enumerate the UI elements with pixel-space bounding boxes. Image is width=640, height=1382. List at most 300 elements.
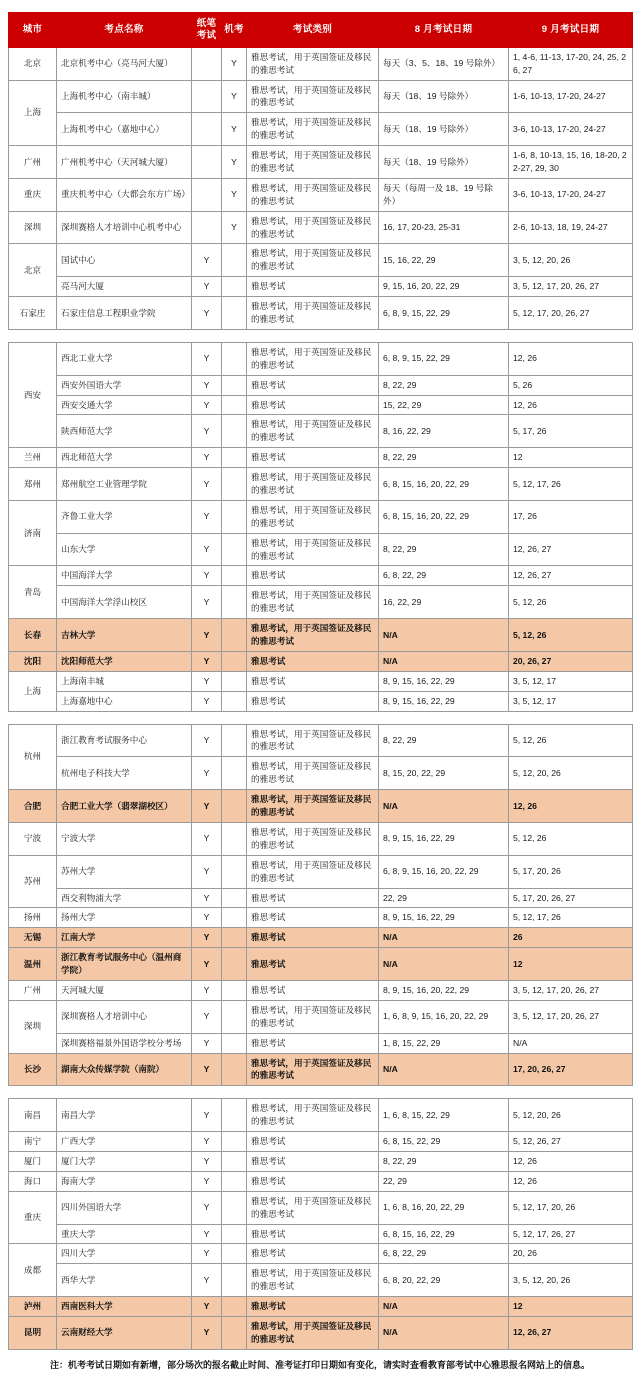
cell-september-dates: 2-6, 10-13, 18, 19, 24-27	[509, 211, 633, 244]
cell-city: 上海	[9, 671, 57, 711]
cell-city: 兰州	[9, 448, 57, 468]
cell-september-dates: 12, 26, 27	[509, 1316, 633, 1349]
cell-computer-exam	[222, 448, 247, 468]
cell-computer-exam	[222, 855, 247, 888]
cell-paper-exam: Y	[192, 566, 222, 586]
cell-computer-exam	[222, 671, 247, 691]
cell-august-dates: 8, 22, 29	[379, 1151, 509, 1171]
cell-august-dates: 1, 6, 8, 9, 15, 16, 20, 22, 29	[379, 1000, 509, 1033]
cell-paper-exam: Y	[192, 619, 222, 652]
cell-paper-exam: Y	[192, 1053, 222, 1086]
cell-city: 泸州	[9, 1297, 57, 1317]
cell-center-name: 中国海洋大学浮山校区	[57, 586, 192, 619]
cell-center-name: 西交利物浦大学	[57, 888, 192, 908]
cell-computer-exam	[222, 757, 247, 790]
cell-september-dates: 5, 12, 26	[509, 822, 633, 855]
cell-computer-exam: Y	[222, 178, 247, 211]
table-row	[9, 1000, 633, 1033]
cell-august-dates: 6, 8, 22, 29	[379, 566, 509, 586]
cell-september-dates: 1-6, 10-13, 17-20, 24-27	[509, 80, 633, 113]
cell-exam-type: 雅思考试	[247, 395, 379, 415]
cell-computer-exam	[222, 980, 247, 1000]
cell-computer-exam	[222, 948, 247, 981]
cell-paper-exam	[192, 211, 222, 244]
cell-september-dates: 3, 5, 12, 17, 20, 26, 27	[509, 980, 633, 1000]
table-row	[9, 113, 633, 146]
cell-center-name: 上海机考中心（南丰城）	[57, 80, 192, 113]
cell-computer-exam	[222, 500, 247, 533]
cell-computer-exam	[222, 1316, 247, 1349]
cell-computer-exam	[222, 1151, 247, 1171]
table-row	[9, 980, 633, 1000]
cell-center-name: 上海南丰城	[57, 671, 192, 691]
table-row	[9, 533, 633, 566]
cell-computer-exam	[222, 822, 247, 855]
cell-city: 长春	[9, 619, 57, 652]
cell-paper-exam: Y	[192, 822, 222, 855]
cell-exam-type: 雅思考试	[247, 1033, 379, 1053]
cell-august-dates: 8, 9, 15, 16, 22, 29	[379, 691, 509, 711]
cell-august-dates: 22, 29	[379, 888, 509, 908]
cell-paper-exam: Y	[192, 757, 222, 790]
cell-city: 沈阳	[9, 651, 57, 671]
cell-paper-exam: Y	[192, 500, 222, 533]
cell-exam-type: 雅思考试	[247, 1132, 379, 1152]
cell-paper-exam: Y	[192, 468, 222, 501]
cell-computer-exam	[222, 586, 247, 619]
cell-august-dates: 15, 22, 29	[379, 395, 509, 415]
cell-paper-exam: Y	[192, 1033, 222, 1053]
cell-computer-exam: Y	[222, 47, 247, 80]
exam-schedule-table	[8, 1098, 633, 1349]
cell-august-dates: 8, 9, 15, 16, 22, 29	[379, 671, 509, 691]
cell-september-dates: 3-6, 10-13, 17-20, 24-27	[509, 113, 633, 146]
cell-september-dates: 20, 26	[509, 1244, 633, 1264]
cell-computer-exam	[222, 244, 247, 277]
cell-exam-type: 雅思考试，用于英国签证及移民的雅思考试	[247, 468, 379, 501]
cell-center-name: 沈阳师范大学	[57, 651, 192, 671]
cell-august-dates: 15, 16, 22, 29	[379, 244, 509, 277]
cell-city: 无锡	[9, 928, 57, 948]
cell-august-dates: 8, 9, 15, 16, 22, 29	[379, 908, 509, 928]
table-row	[9, 928, 633, 948]
cell-august-dates: 8, 15, 20, 22, 29	[379, 757, 509, 790]
table-row	[9, 1244, 633, 1264]
cell-paper-exam: Y	[192, 244, 222, 277]
cell-august-dates: 6, 8, 9, 15, 22, 29	[379, 342, 509, 375]
cell-center-name: 国试中心	[57, 244, 192, 277]
cell-computer-exam	[222, 1099, 247, 1132]
table-row	[9, 244, 633, 277]
cell-computer-exam	[222, 375, 247, 395]
table-row	[9, 757, 633, 790]
cell-computer-exam	[222, 1132, 247, 1152]
cell-september-dates: 1-6, 8, 10-13, 15, 16, 18-20, 22-27, 29, 30	[509, 146, 633, 179]
cell-city: 温州	[9, 948, 57, 981]
cell-exam-type: 雅思考试，用于英国签证及移民的雅思考试	[247, 211, 379, 244]
cell-computer-exam: Y	[222, 211, 247, 244]
table-row	[9, 908, 633, 928]
cell-computer-exam	[222, 651, 247, 671]
cell-september-dates: 5, 12, 17, 20, 26, 27	[509, 297, 633, 330]
cell-exam-type: 雅思考试，用于英国签证及移民的雅思考试	[247, 1191, 379, 1224]
cell-august-dates: 1, 6, 8, 16, 20, 22, 29	[379, 1191, 509, 1224]
cell-exam-type: 雅思考试，用于英国签证及移民的雅思考试	[247, 822, 379, 855]
cell-exam-type: 雅思考试，用于英国签证及移民的雅思考试	[247, 1000, 379, 1033]
cell-september-dates: 5, 17, 26	[509, 415, 633, 448]
cell-paper-exam	[192, 80, 222, 113]
cell-september-dates: 3, 5, 12, 17, 20, 26, 27	[509, 1000, 633, 1033]
cell-september-dates: 12, 26	[509, 395, 633, 415]
cell-exam-type: 雅思考试，用于英国签证及移民的雅思考试	[247, 790, 379, 823]
cell-city: 北京	[9, 47, 57, 80]
table-row	[9, 1053, 633, 1086]
table-row	[9, 395, 633, 415]
cell-september-dates: 17, 26	[509, 500, 633, 533]
cell-center-name: 上海机考中心（嘉地中心）	[57, 113, 192, 146]
cell-august-dates: 6, 8, 15, 16, 20, 22, 29	[379, 468, 509, 501]
cell-september-dates: 12	[509, 448, 633, 468]
cell-september-dates: 1, 4-6, 11-13, 17-20, 24, 25, 26, 27	[509, 47, 633, 80]
table-row	[9, 1224, 633, 1244]
table-row	[9, 342, 633, 375]
cell-exam-type: 雅思考试	[247, 1151, 379, 1171]
cell-paper-exam: Y	[192, 1132, 222, 1152]
cell-paper-exam: Y	[192, 1316, 222, 1349]
cell-exam-type: 雅思考试，用于英国签证及移民的雅思考试	[247, 244, 379, 277]
cell-exam-type: 雅思考试	[247, 928, 379, 948]
cell-september-dates: 5, 12, 26, 27	[509, 1132, 633, 1152]
cell-august-dates: 8, 9, 15, 16, 20, 22, 29	[379, 980, 509, 1000]
cell-september-dates: 3, 5, 12, 20, 26	[509, 244, 633, 277]
cell-computer-exam	[222, 342, 247, 375]
cell-center-name: 西北工业大学	[57, 342, 192, 375]
cell-exam-type: 雅思考试，用于英国签证及移民的雅思考试	[247, 297, 379, 330]
table-row	[9, 1099, 633, 1132]
cell-center-name: 山东大学	[57, 533, 192, 566]
cell-september-dates: 26	[509, 928, 633, 948]
cell-center-name: 天河城大厦	[57, 980, 192, 1000]
table-row	[9, 1132, 633, 1152]
cell-september-dates: 20, 26, 27	[509, 651, 633, 671]
cell-paper-exam: Y	[192, 724, 222, 757]
cell-paper-exam: Y	[192, 533, 222, 566]
cell-exam-type: 雅思考试	[247, 375, 379, 395]
cell-computer-exam	[222, 395, 247, 415]
cell-september-dates: 12, 26, 27	[509, 533, 633, 566]
cell-august-dates: 16, 22, 29	[379, 586, 509, 619]
table-row	[9, 47, 633, 80]
cell-computer-exam	[222, 1053, 247, 1086]
cell-exam-type: 雅思考试	[247, 1171, 379, 1191]
cell-center-name: 西华大学	[57, 1264, 192, 1297]
cell-city: 长沙	[9, 1053, 57, 1086]
table-row	[9, 586, 633, 619]
cell-computer-exam	[222, 415, 247, 448]
table-row	[9, 1191, 633, 1224]
column-header-exam-type: 考试类别	[247, 13, 379, 48]
cell-august-dates: 每天（18、19 号除外）	[379, 113, 509, 146]
cell-center-name: 广州机考中心（天河城大厦）	[57, 146, 192, 179]
cell-center-name: 上海嘉地中心	[57, 691, 192, 711]
table-row	[9, 651, 633, 671]
cell-august-dates: 6, 8, 20, 22, 29	[379, 1264, 509, 1297]
table-row	[9, 888, 633, 908]
cell-paper-exam: Y	[192, 948, 222, 981]
cell-august-dates: N/A	[379, 619, 509, 652]
column-header-paper-exam: 纸笔 考试	[192, 13, 222, 48]
cell-paper-exam: Y	[192, 1099, 222, 1132]
cell-center-name: 宁波大学	[57, 822, 192, 855]
cell-september-dates: 5, 12, 17, 26	[509, 468, 633, 501]
cell-center-name: 西安外国语大学	[57, 375, 192, 395]
exam-schedule-table	[8, 342, 633, 712]
cell-august-dates: N/A	[379, 790, 509, 823]
cell-paper-exam: Y	[192, 395, 222, 415]
cell-center-name: 西安交通大学	[57, 395, 192, 415]
cell-center-name: 扬州大学	[57, 908, 192, 928]
cell-exam-type: 雅思考试	[247, 651, 379, 671]
cell-august-dates: N/A	[379, 1297, 509, 1317]
cell-center-name: 郑州航空工业管理学院	[57, 468, 192, 501]
cell-september-dates: 5, 12, 20, 26	[509, 1099, 633, 1132]
cell-center-name: 湖南大众传媒学院（南院）	[57, 1053, 192, 1086]
cell-exam-type: 雅思考试，用于英国签证及移民的雅思考试	[247, 619, 379, 652]
cell-august-dates: 6, 8, 15, 22, 29	[379, 1132, 509, 1152]
cell-august-dates: 每天（18、19 号除外）	[379, 80, 509, 113]
cell-city: 杭州	[9, 724, 57, 790]
column-header-september-dates: 9 月考试日期	[509, 13, 633, 48]
cell-september-dates: 3, 5, 12, 17	[509, 691, 633, 711]
cell-august-dates: 每天（18、19 号除外）	[379, 146, 509, 179]
table-row	[9, 375, 633, 395]
cell-city: 青岛	[9, 566, 57, 619]
cell-august-dates: 8, 22, 29	[379, 375, 509, 395]
cell-city: 上海	[9, 80, 57, 146]
cell-exam-type: 雅思考试	[247, 671, 379, 691]
cell-computer-exam	[222, 790, 247, 823]
cell-center-name: 杭州电子科技大学	[57, 757, 192, 790]
cell-paper-exam: Y	[192, 586, 222, 619]
table-row	[9, 211, 633, 244]
cell-paper-exam: Y	[192, 1191, 222, 1224]
cell-center-name: 石家庄信息工程职业学院	[57, 297, 192, 330]
cell-paper-exam: Y	[192, 691, 222, 711]
cell-computer-exam	[222, 1244, 247, 1264]
cell-city: 西安	[9, 342, 57, 447]
cell-september-dates: 12	[509, 1297, 633, 1317]
cell-september-dates: 5, 12, 26	[509, 724, 633, 757]
cell-exam-type: 雅思考试，用于英国签证及移民的雅思考试	[247, 178, 379, 211]
cell-computer-exam	[222, 277, 247, 297]
cell-paper-exam: Y	[192, 908, 222, 928]
cell-city: 济南	[9, 500, 57, 566]
cell-august-dates: N/A	[379, 1053, 509, 1086]
cell-september-dates: 3, 5, 12, 17, 20, 26, 27	[509, 277, 633, 297]
cell-august-dates: 8, 22, 29	[379, 448, 509, 468]
cell-august-dates: 每天（每周一及 18、19 号除外）	[379, 178, 509, 211]
table-row	[9, 822, 633, 855]
cell-computer-exam	[222, 928, 247, 948]
cell-august-dates: 6, 8, 22, 29	[379, 1244, 509, 1264]
cell-center-name: 浙江教育考试服务中心（温州商学院）	[57, 948, 192, 981]
cell-august-dates: N/A	[379, 651, 509, 671]
table-row	[9, 948, 633, 981]
cell-center-name: 深圳赛格福景外国语学校分考场	[57, 1033, 192, 1053]
cell-august-dates: N/A	[379, 1316, 509, 1349]
cell-september-dates: 5, 12, 26	[509, 619, 633, 652]
cell-city: 重庆	[9, 178, 57, 211]
cell-august-dates: 1, 8, 15, 22, 29	[379, 1033, 509, 1053]
cell-center-name: 西南医科大学	[57, 1297, 192, 1317]
cell-august-dates: 8, 9, 15, 16, 22, 29	[379, 822, 509, 855]
cell-september-dates: 12, 26	[509, 342, 633, 375]
table-row	[9, 1316, 633, 1349]
cell-center-name: 吉林大学	[57, 619, 192, 652]
cell-paper-exam: Y	[192, 297, 222, 330]
cell-august-dates: N/A	[379, 928, 509, 948]
cell-september-dates: 5, 17, 20, 26	[509, 855, 633, 888]
cell-center-name: 四川外国语大学	[57, 1191, 192, 1224]
cell-exam-type: 雅思考试，用于英国签证及移民的雅思考试	[247, 533, 379, 566]
cell-august-dates: 1, 6, 8, 15, 22, 29	[379, 1099, 509, 1132]
cell-city: 厦门	[9, 1151, 57, 1171]
cell-center-name: 齐鲁工业大学	[57, 500, 192, 533]
cell-september-dates: 12, 26	[509, 1151, 633, 1171]
cell-computer-exam	[222, 297, 247, 330]
exam-schedule-tables	[8, 12, 632, 1350]
cell-august-dates: 6, 8, 9, 15, 16, 20, 22, 29	[379, 855, 509, 888]
cell-computer-exam	[222, 691, 247, 711]
cell-paper-exam: Y	[192, 888, 222, 908]
column-header-august-dates: 8 月考试日期	[379, 13, 509, 48]
table-row	[9, 448, 633, 468]
cell-exam-type: 雅思考试	[247, 980, 379, 1000]
cell-center-name: 浙江教育考试服务中心	[57, 724, 192, 757]
cell-computer-exam	[222, 468, 247, 501]
cell-paper-exam: Y	[192, 1244, 222, 1264]
cell-computer-exam	[222, 1191, 247, 1224]
cell-august-dates: 6, 8, 15, 16, 20, 22, 29	[379, 500, 509, 533]
cell-center-name: 海南大学	[57, 1171, 192, 1191]
table-row	[9, 500, 633, 533]
column-header-computer-exam: 机考	[222, 13, 247, 48]
cell-city: 宁波	[9, 822, 57, 855]
cell-exam-type: 雅思考试	[247, 566, 379, 586]
cell-september-dates: 12	[509, 948, 633, 981]
cell-paper-exam: Y	[192, 375, 222, 395]
footer-note: 注：机考考试日期如有新增，部分场次的报名截止时间、准考证打印日期如有变化，请实时查看教育部考试中心雅思报名网站上的信息。	[49, 1359, 590, 1370]
cell-center-name: 中国海洋大学	[57, 566, 192, 586]
cell-august-dates: 16, 17, 20-23, 25-31	[379, 211, 509, 244]
table-row	[9, 691, 633, 711]
table-row	[9, 146, 633, 179]
table-row	[9, 1171, 633, 1191]
cell-exam-type: 雅思考试	[247, 277, 379, 297]
cell-paper-exam: Y	[192, 342, 222, 375]
cell-center-name: 深圳赛格人才培训中心	[57, 1000, 192, 1033]
table-row	[9, 855, 633, 888]
cell-august-dates: 6, 8, 15, 16, 22, 29	[379, 1224, 509, 1244]
cell-city: 石家庄	[9, 297, 57, 330]
cell-center-name: 苏州大学	[57, 855, 192, 888]
table-row	[9, 178, 633, 211]
cell-exam-type: 雅思考试	[247, 1297, 379, 1317]
cell-exam-type: 雅思考试，用于英国签证及移民的雅思考试	[247, 1053, 379, 1086]
cell-september-dates: 3, 5, 12, 17	[509, 671, 633, 691]
cell-september-dates: 17, 20, 26, 27	[509, 1053, 633, 1086]
cell-city: 郑州	[9, 468, 57, 501]
cell-august-dates: N/A	[379, 948, 509, 981]
cell-september-dates: 5, 12, 20, 26	[509, 757, 633, 790]
cell-center-name: 亮马河大厦	[57, 277, 192, 297]
cell-exam-type: 雅思考试，用于英国签证及移民的雅思考试	[247, 855, 379, 888]
cell-august-dates: 8, 16, 22, 29	[379, 415, 509, 448]
cell-exam-type: 雅思考试	[247, 888, 379, 908]
cell-paper-exam: Y	[192, 277, 222, 297]
cell-exam-type: 雅思考试，用于英国签证及移民的雅思考试	[247, 1316, 379, 1349]
cell-center-name: 深圳赛格人才培训中心机考中心	[57, 211, 192, 244]
cell-paper-exam	[192, 113, 222, 146]
cell-city: 北京	[9, 244, 57, 297]
cell-exam-type: 雅思考试	[247, 1244, 379, 1264]
cell-september-dates: 5, 12, 17, 20, 26	[509, 1191, 633, 1224]
cell-city: 昆明	[9, 1316, 57, 1349]
cell-exam-type: 雅思考试，用于英国签证及移民的雅思考试	[247, 146, 379, 179]
cell-paper-exam: Y	[192, 790, 222, 823]
table-row	[9, 1151, 633, 1171]
column-header-city: 城市	[9, 13, 57, 48]
cell-exam-type: 雅思考试，用于英国签证及移民的雅思考试	[247, 47, 379, 80]
cell-exam-type: 雅思考试	[247, 908, 379, 928]
cell-paper-exam: Y	[192, 651, 222, 671]
cell-center-name: 南昌大学	[57, 1099, 192, 1132]
cell-computer-exam: Y	[222, 146, 247, 179]
table-row	[9, 1297, 633, 1317]
table-row	[9, 619, 633, 652]
cell-center-name: 江南大学	[57, 928, 192, 948]
cell-city: 重庆	[9, 1191, 57, 1244]
cell-center-name: 四川大学	[57, 1244, 192, 1264]
cell-exam-type: 雅思考试	[247, 448, 379, 468]
cell-computer-exam	[222, 1000, 247, 1033]
column-header-center-name: 考点名称	[57, 13, 192, 48]
cell-september-dates: 5, 17, 20, 26, 27	[509, 888, 633, 908]
cell-paper-exam: Y	[192, 1171, 222, 1191]
cell-city: 南宁	[9, 1132, 57, 1152]
cell-paper-exam: Y	[192, 1151, 222, 1171]
cell-center-name: 北京机考中心（亮马河大厦）	[57, 47, 192, 80]
cell-september-dates: 3, 5, 12, 20, 26	[509, 1264, 633, 1297]
table-row	[9, 1033, 633, 1053]
cell-paper-exam: Y	[192, 1000, 222, 1033]
cell-august-dates: 22, 29	[379, 1171, 509, 1191]
cell-paper-exam: Y	[192, 415, 222, 448]
cell-city: 广州	[9, 980, 57, 1000]
cell-center-name: 广西大学	[57, 1132, 192, 1152]
cell-exam-type: 雅思考试，用于英国签证及移民的雅思考试	[247, 342, 379, 375]
cell-august-dates: 8, 22, 29	[379, 724, 509, 757]
cell-exam-type: 雅思考试	[247, 691, 379, 711]
cell-exam-type: 雅思考试	[247, 948, 379, 981]
cell-september-dates: 3-6, 10-13, 17-20, 24-27	[509, 178, 633, 211]
exam-schedule-table	[8, 12, 633, 330]
cell-paper-exam: Y	[192, 928, 222, 948]
cell-center-name: 云南财经大学	[57, 1316, 192, 1349]
cell-center-name: 重庆机考中心（大都会东方广场）	[57, 178, 192, 211]
cell-computer-exam	[222, 533, 247, 566]
cell-computer-exam	[222, 1033, 247, 1053]
